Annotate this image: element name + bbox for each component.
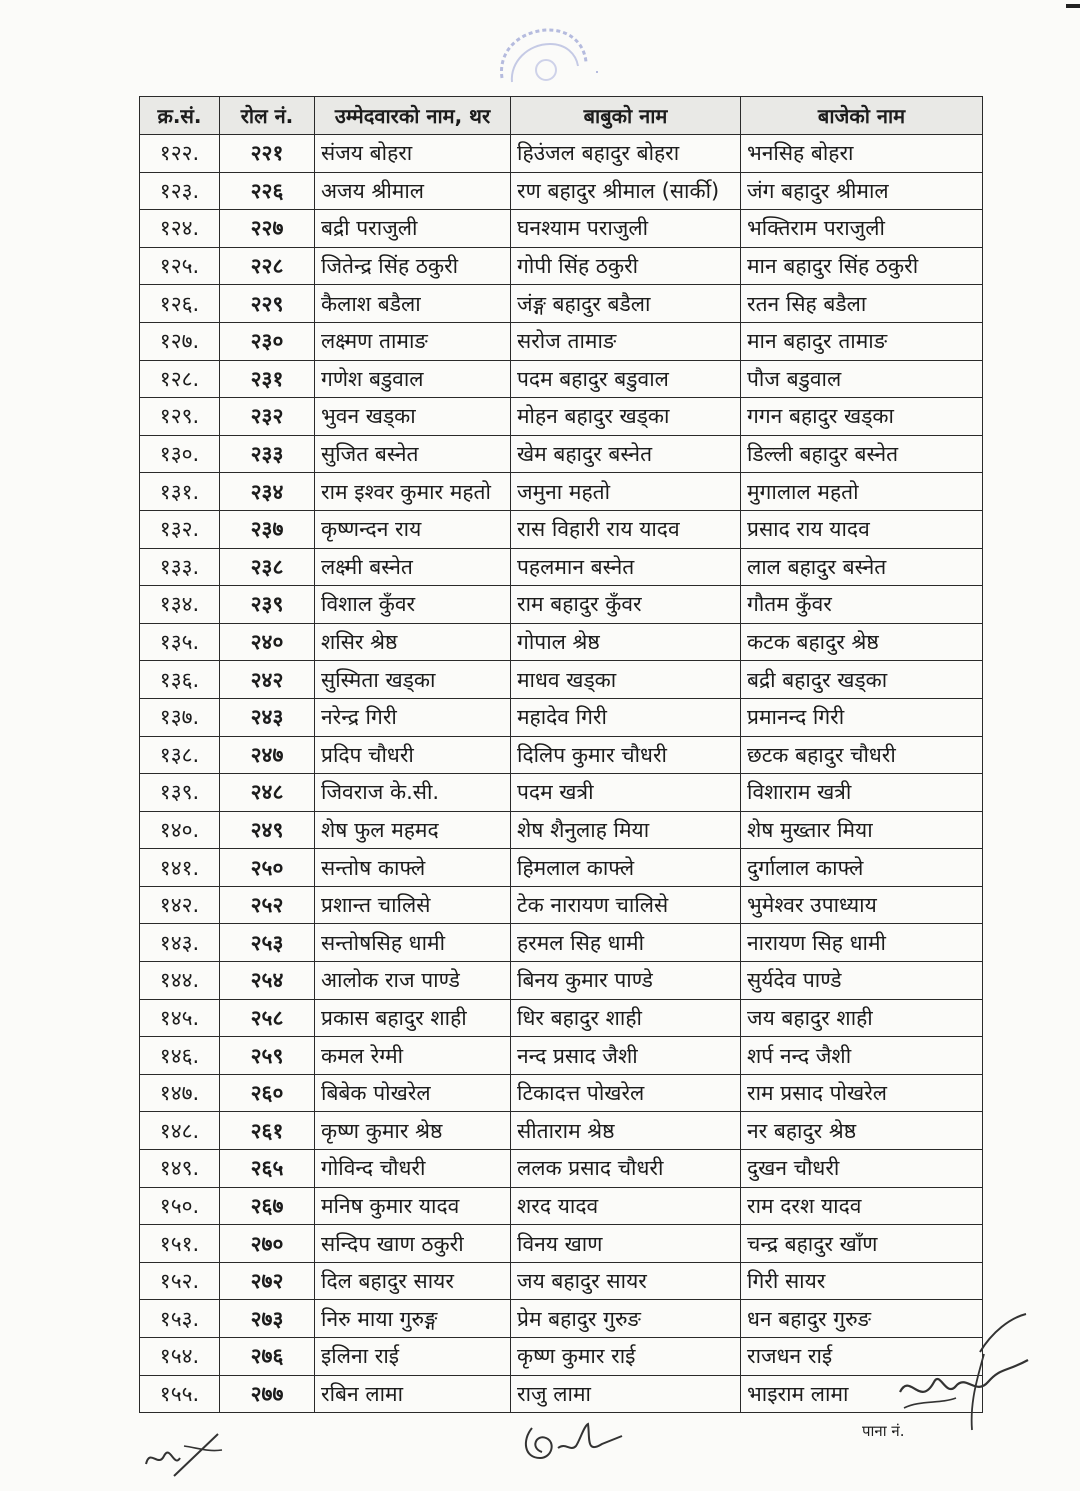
candidate-table [139, 96, 983, 1413]
candidate-name-cell: प्रशान्त चालिसे [315, 886, 511, 924]
grandfather-name-cell: लाल बहादुर बस्नेत [741, 548, 983, 586]
candidate-name-cell: नरेन्द्र गिरी [315, 698, 511, 736]
grandfather-name-cell: सुर्यदेव पाण्डे [741, 962, 983, 1000]
grandfather-name-cell: छटक बहादुर चौधरी [741, 736, 983, 774]
serial-cell: १५२. [140, 1262, 220, 1300]
grandfather-name-cell: मुगालाल महतो [741, 473, 983, 511]
roll-cell: २२९ [220, 285, 315, 323]
father-name-cell: रास विहारी राय यादव [511, 510, 741, 548]
father-name-cell: जंङ्ग बहादुर बडैला [511, 285, 741, 323]
table-row [140, 1187, 983, 1225]
table-row [140, 1037, 983, 1075]
serial-cell: १३१. [140, 473, 220, 511]
roll-cell: २३४ [220, 473, 315, 511]
serial-cell: १३६. [140, 661, 220, 699]
roll-cell: २२६ [220, 172, 315, 210]
serial-cell: १४१. [140, 849, 220, 887]
table-row [140, 135, 983, 173]
serial-cell: १२९. [140, 398, 220, 436]
grandfather-name-cell: गौतम कुँवर [741, 586, 983, 624]
roll-cell: २७० [220, 1225, 315, 1263]
header-roll: रोल नं. [220, 97, 315, 135]
father-name-cell: राजु लामा [511, 1375, 741, 1413]
candidate-name-cell: जितेन्द्र सिंह ठकुरी [315, 247, 511, 285]
father-name-cell: दिलिप कुमार चौधरी [511, 736, 741, 774]
header-father-name: बाबुको नाम [511, 97, 741, 135]
candidate-name-cell: अजय श्रीमाल [315, 172, 511, 210]
candidate-name-cell: गणेश बडुवाल [315, 360, 511, 398]
serial-cell: १४६. [140, 1037, 220, 1075]
roll-cell: २७७ [220, 1375, 315, 1413]
roll-cell: २४८ [220, 774, 315, 812]
serial-cell: १२६. [140, 285, 220, 323]
roll-cell: २४० [220, 623, 315, 661]
serial-cell: १३५. [140, 623, 220, 661]
father-name-cell: गोपी सिंह ठकुरी [511, 247, 741, 285]
table-row [140, 172, 983, 210]
father-name-cell: मोहन बहादुर खड्का [511, 398, 741, 436]
page-number-label: पाना नं. [862, 1422, 905, 1440]
table-row [140, 1262, 983, 1300]
grandfather-name-cell: गिरी सायर [741, 1262, 983, 1300]
father-name-cell: सरोज तामाङ [511, 322, 741, 360]
grandfather-name-cell: जय बहादुर शाही [741, 999, 983, 1037]
grandfather-name-cell: मान बहादुर सिंह ठकुरी [741, 247, 983, 285]
roll-cell: २३९ [220, 586, 315, 624]
candidate-name-cell: विशाल कुँवर [315, 586, 511, 624]
candidate-name-cell: सुस्मिता खड्का [315, 661, 511, 699]
serial-cell: १४२. [140, 886, 220, 924]
father-name-cell: टेक नारायण चालिसे [511, 886, 741, 924]
candidate-name-cell: गोविन्द चौधरी [315, 1150, 511, 1188]
serial-cell: १४५. [140, 999, 220, 1037]
grandfather-name-cell: भक्तिराम पराजुली [741, 210, 983, 248]
grandfather-name-cell: प्रमानन्द गिरी [741, 698, 983, 736]
father-name-cell: सीताराम श्रेष्ठ [511, 1112, 741, 1150]
roll-cell: २३७ [220, 510, 315, 548]
serial-cell: १३४. [140, 586, 220, 624]
father-name-cell: रण बहादुर श्रीमाल (सार्की) [511, 172, 741, 210]
table-row [140, 736, 983, 774]
candidate-name-cell: बिबेक पोखरेल [315, 1074, 511, 1112]
grandfather-name-cell: दुखन चौधरी [741, 1150, 983, 1188]
roll-cell: २४२ [220, 661, 315, 699]
serial-cell: १२७. [140, 322, 220, 360]
table-row [140, 698, 983, 736]
candidate-name-cell: इलिना राई [315, 1338, 511, 1376]
father-name-cell: जमुना महतो [511, 473, 741, 511]
serial-cell: १४९. [140, 1150, 220, 1188]
candidate-name-cell: सन्तोष काफ्ले [315, 849, 511, 887]
serial-cell: १२४. [140, 210, 220, 248]
grandfather-name-cell: कटक बहादुर श्रेष्ठ [741, 623, 983, 661]
serial-cell: १४७. [140, 1074, 220, 1112]
serial-cell: १५५. [140, 1375, 220, 1413]
serial-cell: १५१. [140, 1225, 220, 1263]
serial-cell: १४०. [140, 811, 220, 849]
serial-cell: १२५. [140, 247, 220, 285]
father-name-cell: प्रेम बहादुर गुरुङ [511, 1300, 741, 1338]
header-serial: क्र.सं. [140, 97, 220, 135]
grandfather-name-cell: पौज बडुवाल [741, 360, 983, 398]
father-name-cell: कृष्ण कुमार राई [511, 1338, 741, 1376]
table-row [140, 886, 983, 924]
serial-cell: १३७. [140, 698, 220, 736]
candidate-name-cell: कमल रेग्मी [315, 1037, 511, 1075]
roll-cell: २६५ [220, 1150, 315, 1188]
grandfather-name-cell: शेष मुख्तार मिया [741, 811, 983, 849]
grandfather-name-cell: जंग बहादुर श्रीमाल [741, 172, 983, 210]
table-row [140, 586, 983, 624]
table-row [140, 849, 983, 887]
father-name-cell: राम बहादुर कुँवर [511, 586, 741, 624]
roll-cell: २६७ [220, 1187, 315, 1225]
father-name-cell: माधव खड्का [511, 661, 741, 699]
serial-cell: १२८. [140, 360, 220, 398]
table-row [140, 1300, 983, 1338]
father-name-cell: हरमल सिह धामी [511, 924, 741, 962]
grandfather-name-cell: नारायण सिह धामी [741, 924, 983, 962]
candidate-name-cell: सुजित बस्नेत [315, 435, 511, 473]
table-row [140, 924, 983, 962]
candidate-name-cell: भुवन खड्का [315, 398, 511, 436]
roll-cell: २५० [220, 849, 315, 887]
table-row [140, 210, 983, 248]
candidate-name-cell: आलोक राज पाण्डे [315, 962, 511, 1000]
father-name-cell: पदम बहादुर बडुवाल [511, 360, 741, 398]
grandfather-name-cell: भनसिह बोहरा [741, 135, 983, 173]
serial-cell: १४४. [140, 962, 220, 1000]
grandfather-name-cell: शर्प नन्द जैशी [741, 1037, 983, 1075]
table-row [140, 548, 983, 586]
candidate-name-cell: प्रकास बहादुर शाही [315, 999, 511, 1037]
roll-cell: २४७ [220, 736, 315, 774]
grandfather-name-cell: मान बहादुर तामाङ [741, 322, 983, 360]
father-name-cell: घनश्याम पराजुली [511, 210, 741, 248]
table-row [140, 1338, 983, 1376]
father-name-cell: पहलमान बस्नेत [511, 548, 741, 586]
candidate-name-cell: संजय बोहरा [315, 135, 511, 173]
serial-cell: १३९. [140, 774, 220, 812]
roll-cell: २३२ [220, 398, 315, 436]
serial-cell: १३२. [140, 510, 220, 548]
candidate-name-cell: जिवराज के.सी. [315, 774, 511, 812]
father-name-cell: महादेव गिरी [511, 698, 741, 736]
candidate-name-cell: शेष फुल महमद [315, 811, 511, 849]
candidate-name-cell: मनिष कुमार यादव [315, 1187, 511, 1225]
candidate-name-cell: रबिन लामा [315, 1375, 511, 1413]
roll-cell: २५२ [220, 886, 315, 924]
father-name-cell: जय बहादुर सायर [511, 1262, 741, 1300]
candidate-name-cell: दिल बहादुर सायर [315, 1262, 511, 1300]
father-name-cell: शरद यादव [511, 1187, 741, 1225]
header-candidate-name: उम्मेदवारको नाम, थर [315, 97, 511, 135]
grandfather-name-cell: राम दरश यादव [741, 1187, 983, 1225]
candidate-name-cell: कैलाश बडैला [315, 285, 511, 323]
grandfather-name-cell: भाइराम लामा [741, 1375, 983, 1413]
serial-cell: १३३. [140, 548, 220, 586]
roll-cell: २५४ [220, 962, 315, 1000]
serial-cell: १३८. [140, 736, 220, 774]
table-row [140, 322, 983, 360]
table-row [140, 247, 983, 285]
table-body [140, 135, 983, 1413]
signature-right [880, 1312, 1040, 1436]
father-name-cell: हिउंजल बहादुर बोहरा [511, 135, 741, 173]
roll-cell: २६१ [220, 1112, 315, 1150]
roll-cell: २४३ [220, 698, 315, 736]
table-row [140, 774, 983, 812]
grandfather-name-cell: भुमेश्वर उपाध्याय [741, 886, 983, 924]
candidate-name-cell: सन्तोषसिह धामी [315, 924, 511, 962]
table-row [140, 285, 983, 323]
candidate-name-cell: लक्ष्मण तामाङ [315, 322, 511, 360]
candidate-name-cell: सन्दिप खाण ठकुरी [315, 1225, 511, 1263]
header-grandfather-name: बाजेको नाम [741, 97, 983, 135]
grandfather-name-cell: विशाराम खत्री [741, 774, 983, 812]
serial-cell: १२३. [140, 172, 220, 210]
roll-cell: २३१ [220, 360, 315, 398]
table-row [140, 999, 983, 1037]
initials-left [140, 1428, 230, 1480]
serial-cell: १४८. [140, 1112, 220, 1150]
grandfather-name-cell: धन बहादुर गुरुङ [741, 1300, 983, 1338]
roll-cell: २३८ [220, 548, 315, 586]
grandfather-name-cell: राम प्रसाद पोखरेल [741, 1074, 983, 1112]
table-row [140, 1150, 983, 1188]
roll-cell: २७३ [220, 1300, 315, 1338]
serial-cell: १५०. [140, 1187, 220, 1225]
roll-cell: २७६ [220, 1338, 315, 1376]
father-name-cell: धिर बहादुर शाही [511, 999, 741, 1037]
serial-cell: १३०. [140, 435, 220, 473]
office-stamp [488, 22, 598, 102]
table-row [140, 360, 983, 398]
candidate-name-cell: बद्री पराजुली [315, 210, 511, 248]
candidate-name-cell: शसिर श्रेष्ठ [315, 623, 511, 661]
initials-center [518, 1418, 628, 1474]
roll-cell: २२७ [220, 210, 315, 248]
serial-cell: १४३. [140, 924, 220, 962]
table-row [140, 1112, 983, 1150]
roll-cell: २६० [220, 1074, 315, 1112]
roll-cell: २७२ [220, 1262, 315, 1300]
roll-cell: २५८ [220, 999, 315, 1037]
father-name-cell: पदम खत्री [511, 774, 741, 812]
table-row [140, 1225, 983, 1263]
roll-cell: २२८ [220, 247, 315, 285]
serial-cell: १५३. [140, 1300, 220, 1338]
roll-cell: २२१ [220, 135, 315, 173]
grandfather-name-cell: राजधन राई [741, 1338, 983, 1376]
grandfather-name-cell: बद्री बहादुर खड्का [741, 661, 983, 699]
father-name-cell: टिकादत्त पोखरेल [511, 1074, 741, 1112]
candidate-name-cell: प्रदिप चौधरी [315, 736, 511, 774]
roll-cell: २५९ [220, 1037, 315, 1075]
table-row [140, 962, 983, 1000]
father-name-cell: बिनय कुमार पाण्डे [511, 962, 741, 1000]
table-row [140, 661, 983, 699]
candidate-name-cell: कृष्णन्दन राय [315, 510, 511, 548]
candidate-name-cell: राम इश्वर कुमार महतो [315, 473, 511, 511]
serial-cell: १५४. [140, 1338, 220, 1376]
edge-mark [1066, 4, 1080, 8]
grandfather-name-cell: नर बहादुर श्रेष्ठ [741, 1112, 983, 1150]
father-name-cell: ललक प्रसाद चौधरी [511, 1150, 741, 1188]
table-row [140, 1074, 983, 1112]
candidate-name-cell: निरु माया गुरुङ्ग [315, 1300, 511, 1338]
table-row [140, 623, 983, 661]
grandfather-name-cell: प्रसाद राय यादव [741, 510, 983, 548]
grandfather-name-cell: रतन सिह बडैला [741, 285, 983, 323]
roll-cell: २३० [220, 322, 315, 360]
father-name-cell: विनय खाण [511, 1225, 741, 1263]
grandfather-name-cell: गगन बहादुर खड्का [741, 398, 983, 436]
table-row [140, 811, 983, 849]
roll-cell: २३३ [220, 435, 315, 473]
father-name-cell: गोपाल श्रेष्ठ [511, 623, 741, 661]
table-row [140, 435, 983, 473]
roll-cell: २४९ [220, 811, 315, 849]
roll-cell: २५३ [220, 924, 315, 962]
candidate-name-cell: कृष्ण कुमार श्रेष्ठ [315, 1112, 511, 1150]
serial-cell: १२२. [140, 135, 220, 173]
grandfather-name-cell: चन्द्र बहादुर खाँण [741, 1225, 983, 1263]
candidate-name-cell: लक्ष्मी बस्नेत [315, 548, 511, 586]
father-name-cell: नन्द प्रसाद जैशी [511, 1037, 741, 1075]
father-name-cell: शेष शैनुलाह मिया [511, 811, 741, 849]
grandfather-name-cell: दुर्गालाल काफ्ले [741, 849, 983, 887]
table-row [140, 510, 983, 548]
table-row [140, 1375, 983, 1413]
father-name-cell: हिमलाल काफ्ले [511, 849, 741, 887]
father-name-cell: खेम बहादुर बस्नेत [511, 435, 741, 473]
table-row [140, 398, 983, 436]
grandfather-name-cell: डिल्ली बहादुर बस्नेत [741, 435, 983, 473]
table-header-row [140, 97, 983, 135]
table-row [140, 473, 983, 511]
